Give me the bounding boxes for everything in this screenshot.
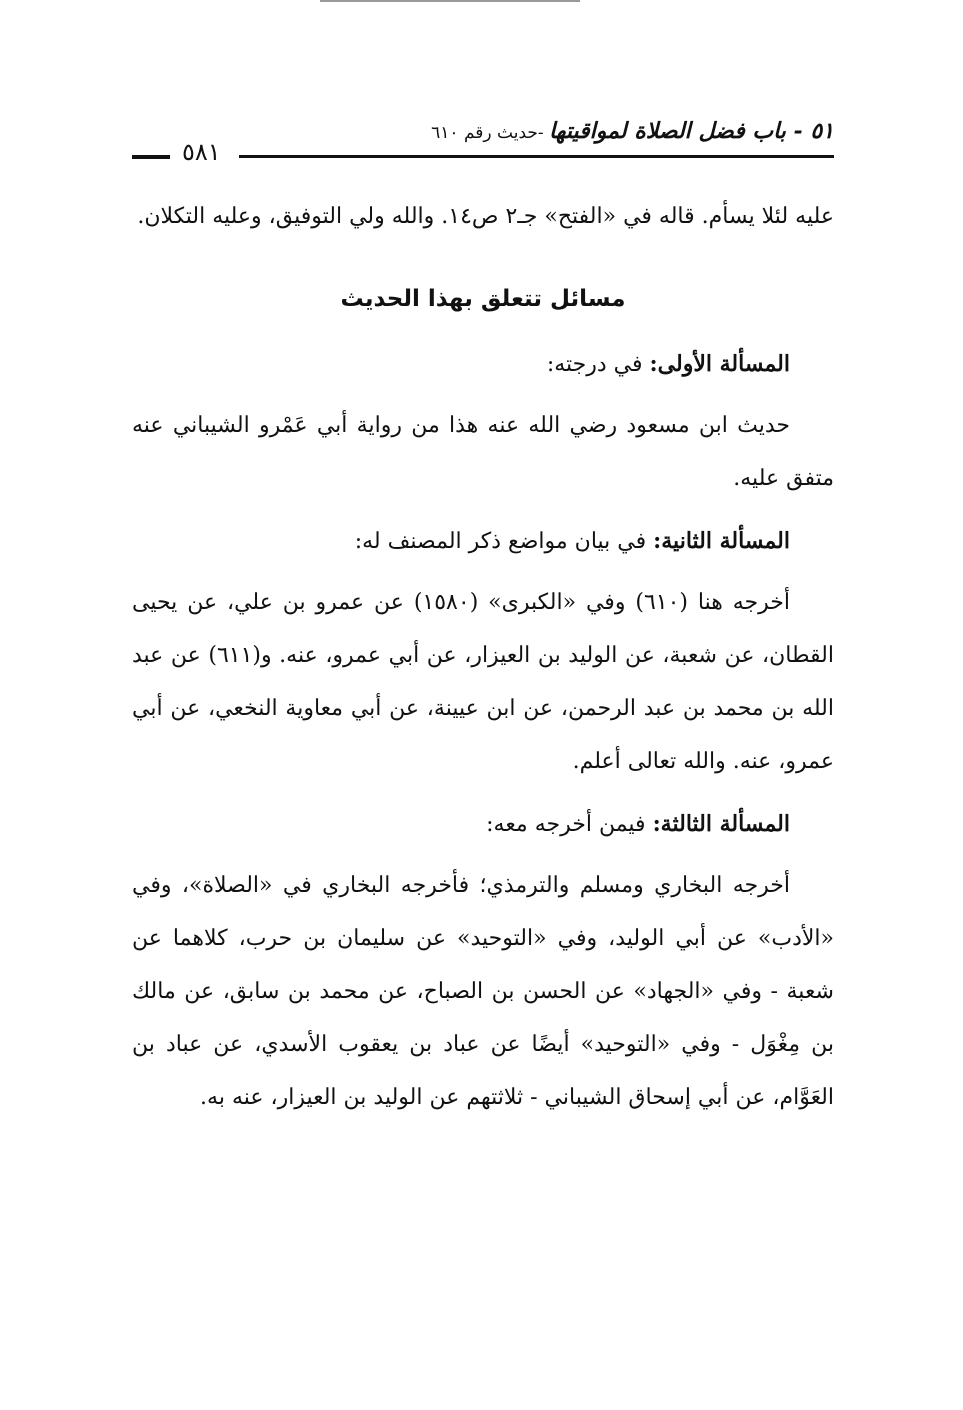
running-header-title <box>431 118 834 144</box>
issue-heading-3 <box>132 798 834 851</box>
header-rule <box>239 155 834 158</box>
hadith-number: -حديث رقم ٦١٠ <box>431 123 550 143</box>
intro-paragraph: عليه لئلا يسأم. قاله في «الفتح» جـ٢ ص١٤. والله ولي التوفيق، وعليه التكلان. <box>137 204 834 229</box>
issue-title-3: فيمن أخرجه معه: <box>486 812 653 837</box>
page-number: ٥٨١ <box>182 138 221 166</box>
section-heading: مسائل تتعلق بهذا الحديث <box>340 286 626 312</box>
chapter-title: ٥١ - باب فضل الصلاة لمواقيتها <box>549 118 834 144</box>
issue-label-1: المسألة الأولى: <box>649 351 790 377</box>
issue-body-1: حديث ابن مسعود رضي الله عنه هذا من رواية أبي عَمْرو الشيباني عنه متفق عليه. <box>132 413 834 491</box>
issue-body-2: أخرجه هنا (٦١٠) وفي «الكبرى» (١٥٨٠) عن عمرو بن علي، عن يحيى القطان، عن شعبة، عن الوليد بن العيزار، عن أبي عمرو، عنه. و(٦١١) عن عبد الله بن محمد بن عبد الرحمن، عن ابن عيينة، عن أبي معاوية النخعي، عن أبي عمرو، عنه. والله تعالى أعلم. <box>132 590 834 774</box>
issue-title-1: في درجته: <box>546 352 650 377</box>
issue-label-3: المسألة الثالثة: <box>652 811 790 837</box>
issue-label-2: المسألة الثانية: <box>653 528 790 554</box>
page-number-rule <box>132 155 170 159</box>
issue-body-3: أخرجه البخاري ومسلم والترمذي؛ فأخرجه البخاري في «الصلاة»، وفي «الأدب» عن أبي الوليد، وفي «التوحيد» عن سليمان بن حرب، كلاهما عن شعبة - وفي «الجهاد» عن الحسن بن الصباح، عن محمد بن سابق، عن مالك بن مِغْوَل - وفي «التوحيد» أيضًا عن عباد بن يعقوب الأسدي، عن عباد بن العَوَّام، عن أبي إسحاق الشيباني - ثلاثتهم عن الوليد بن العيزار، عنه به. <box>132 873 834 1110</box>
issue-title-2: في بيان مواضع ذكر المصنف له: <box>354 529 654 554</box>
top-edge-rule <box>320 0 580 2</box>
issue-heading-1 <box>132 338 834 391</box>
running-header <box>132 118 834 168</box>
page-body <box>132 190 834 1124</box>
issue-heading-2 <box>132 515 834 568</box>
